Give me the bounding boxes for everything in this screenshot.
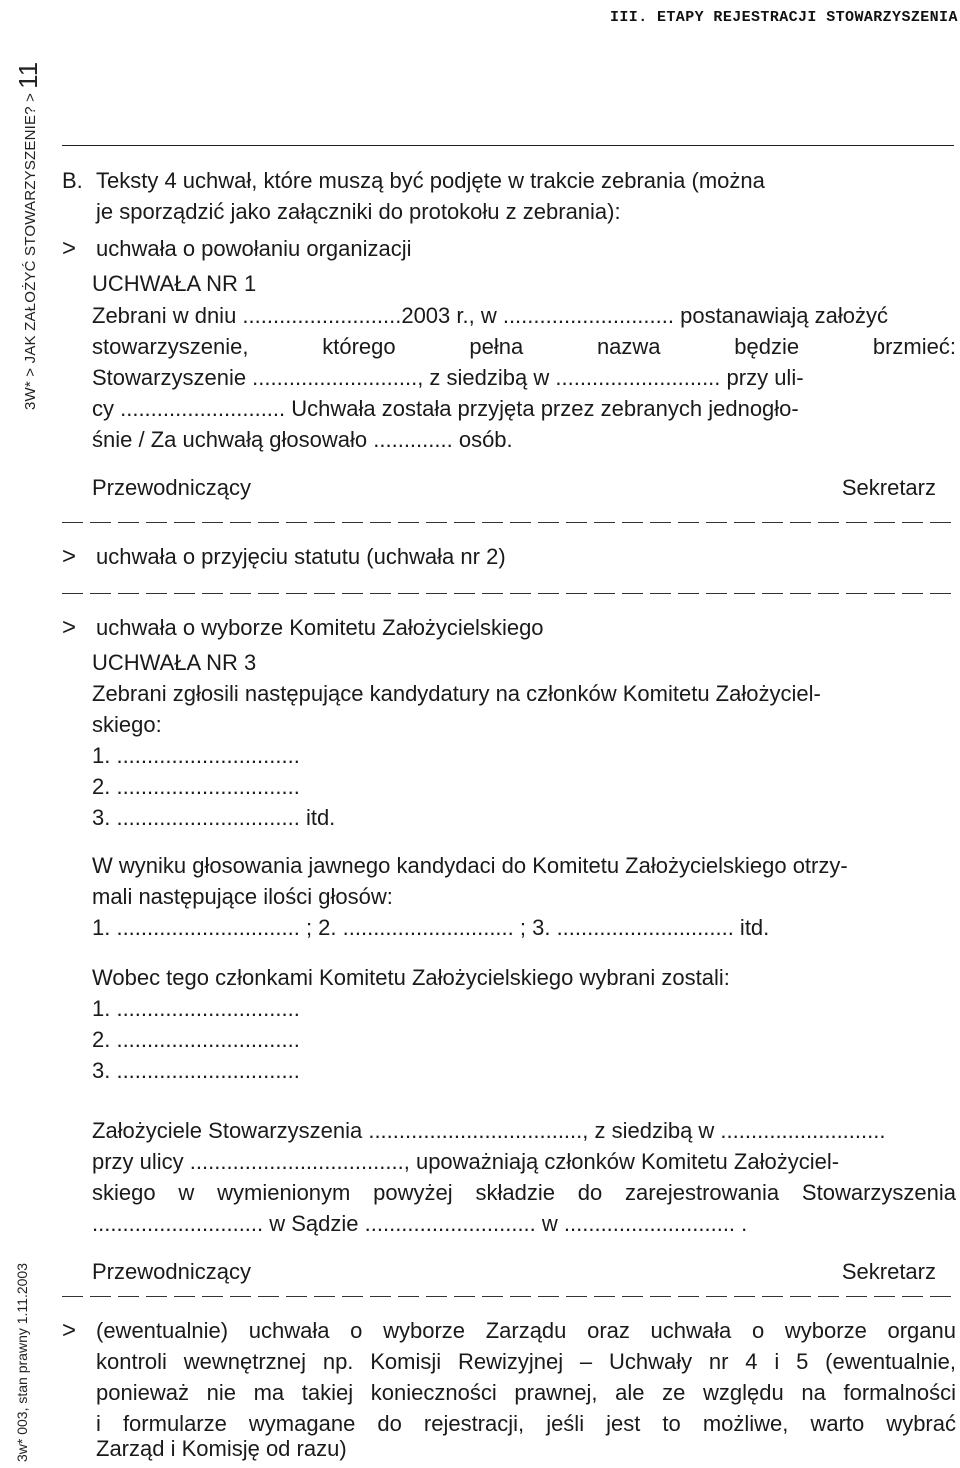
section-header: III. ETAPY REJESTRACJI STOWARZYSZENIA [610,9,958,26]
vote-line-2: mali następujące ilości głosów: [92,884,393,909]
vote-line-1: W wyniku głosowania jawnego kandydaci do Komitetu Założycielskiego otrzy- [92,853,848,878]
resolution-3-line-1: Zebrani zgłosili następujące kandydatury na członków Komitetu Założyciel- [92,681,821,706]
side-edition-note: 3w* 003, stan prawny 1.11.2003 [14,1263,30,1462]
resolution-1-line-2: stowarzyszenie, którego pełna nazwa będzie brzmieć: [92,334,956,359]
elected-line-1: 1. .............................. [92,996,300,1021]
elected-line-3: 3. .............................. [92,1058,300,1083]
founders-line-1: Założyciele Stowarzyszenia ..................................., z siedzibą w ........................... [92,1118,886,1143]
resolution-1-line-4: cy ........................... Uchwała została przyjęta przez zebranych jednogło- [92,396,799,421]
resolution-4-line-3: ponieważ nie ma takiej konieczności prawnej, ale ze względu na formalności [96,1380,956,1405]
dashed-separator [62,1296,954,1297]
resolution-1-line-3: Stowarzyszenie ..........................., z siedzibą w ........................... przy uli- [92,365,804,390]
candidate-line-1: 1. .............................. [92,743,300,768]
section-b-line-1: Teksty 4 uchwał, które muszą być podjęte w trakcie zebrania (można [96,168,765,193]
section-b-marker: B. [62,168,83,193]
resolution-3-title: uchwała o wyborze Komitetu Założycielskiego [96,615,544,640]
side-title-text: 3W* > JAK ZAŁOŻYĆ STOWARZYSZENIE? > [22,92,39,410]
elected-line-2: 2. .............................. [92,1027,300,1052]
vote-line-3: 1. .............................. ; 2. ............................ ; 3. ............................. itd. [92,915,770,940]
resolution-1-line-5: śnie / Za uchwałą głosowało ............. osób. [92,427,513,452]
candidate-line-3: 3. .............................. itd. [92,805,336,830]
founders-line-3: skiego w wymienionym powyżej składzie do zarejestrowania Stowarzyszenia [92,1180,956,1205]
resolution-3-line-2: skiego: [92,712,162,737]
bullet-arrow: > [62,543,77,570]
bullet-arrow: > [62,235,77,262]
resolution-2-title: uchwała o przyjęciu statutu (uchwała nr 2) [96,544,506,569]
secretary-label: Sekretarz [841,1259,936,1284]
elected-intro: Wobec tego członkami Komitetu Założycielskiego wybrani zostali: [92,965,730,990]
section-b-line-2: je sporządzić jako załączniki do protokołu z zebrania): [96,199,621,224]
chairperson-label: Przewodniczący [92,1259,251,1284]
page-number: 11 [13,61,43,89]
resolution-1-heading: UCHWAŁA NR 1 [92,271,257,296]
candidate-line-2: 2. .............................. [92,774,300,799]
resolution-4-line-2: kontroli wewnętrznej np. Komisji Rewizyjnej – Uchwały nr 4 i 5 (ewentualnie, [96,1349,956,1374]
founders-line-2: przy ulicy ..................................., upoważniają członków Komitetu Założyciel- [92,1149,840,1174]
side-running-title [13,62,44,410]
resolution-4-line-4: i formularze wymagane do rejestracji, jeśli jest to możliwe, warto wybrać [96,1411,956,1436]
dashed-separator [62,593,954,594]
bullet-arrow: > [62,1317,77,1344]
resolution-3-heading: UCHWAŁA NR 3 [92,650,257,675]
dashed-separator [62,522,954,523]
resolution-4-line-1: (ewentualnie) uchwała o wyborze Zarządu oraz uchwała o wyborze organu [96,1318,956,1343]
resolution-1-line-1: Zebrani w dniu ..........................2003 r., w ............................ postanawiają założyć [92,303,888,328]
resolution-1-title: uchwała o powołaniu organizacji [96,236,412,261]
founders-line-4: ............................ w Sądzie ............................ w ............................ . [92,1211,748,1236]
chairperson-label: Przewodniczący [92,475,251,500]
secretary-label: Sekretarz [841,475,936,500]
bullet-arrow: > [62,614,77,641]
resolution-4-line-5: Zarząd i Komisję od razu) [96,1436,347,1461]
header-rule [62,145,954,146]
